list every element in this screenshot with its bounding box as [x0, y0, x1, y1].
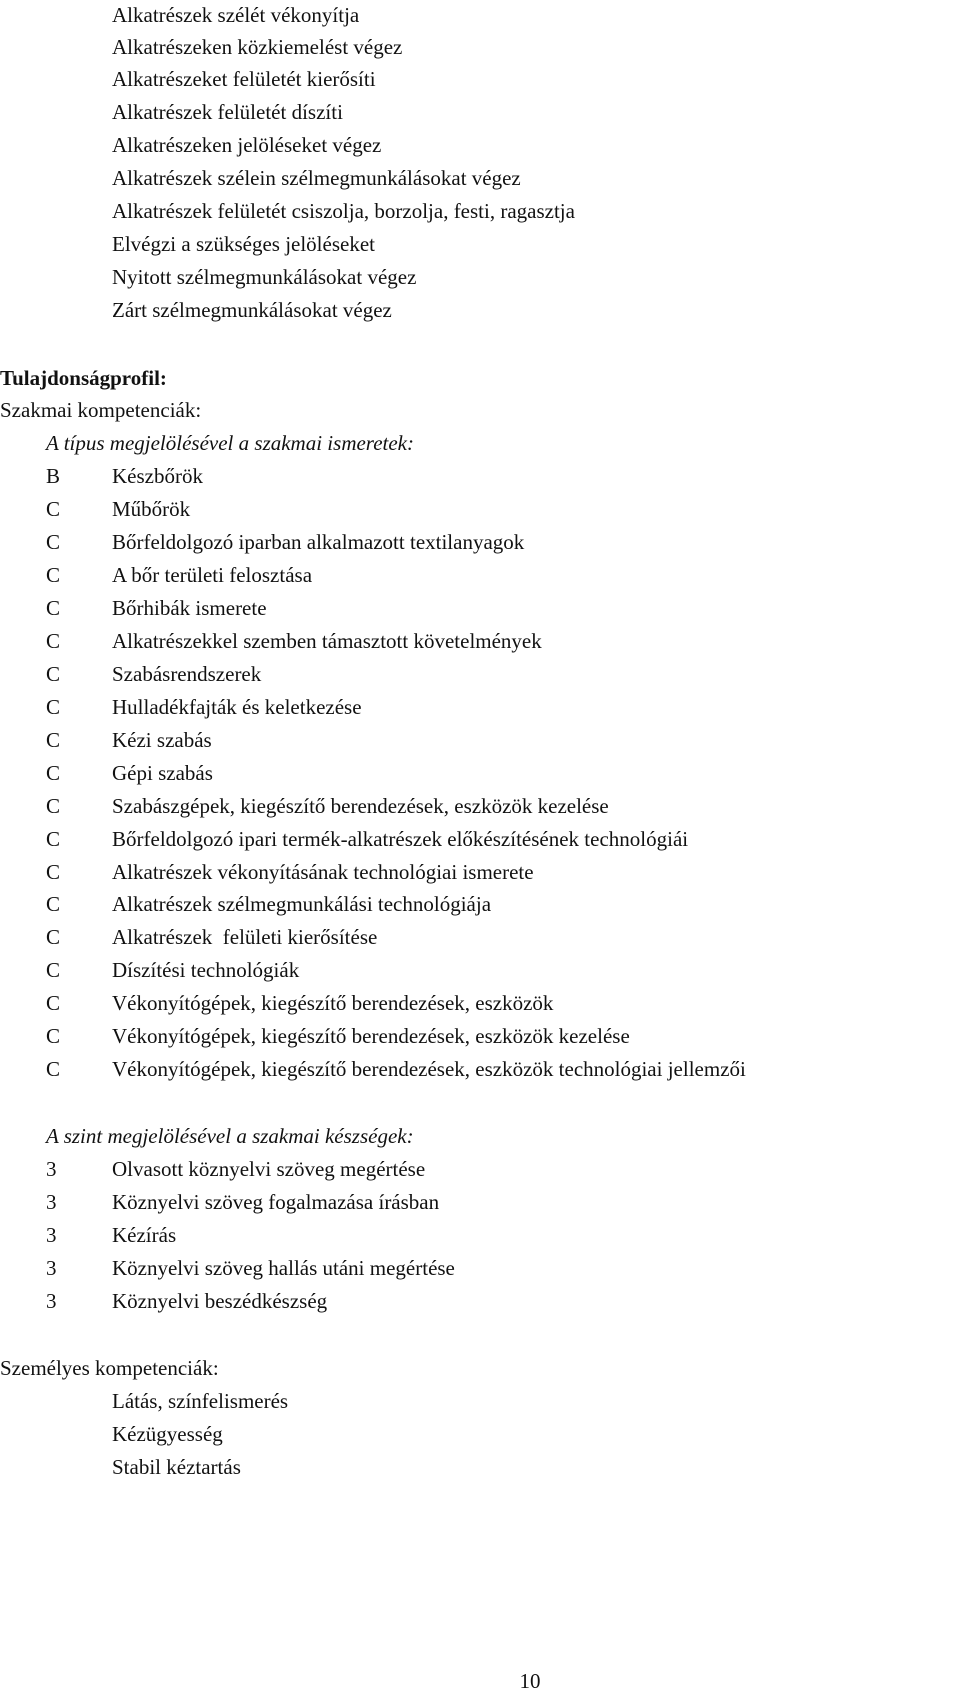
- knowledge-type-code: C: [46, 629, 61, 653]
- knowledge-type-code: C: [46, 925, 61, 949]
- knowledge-text: Szabásrendszerek: [112, 662, 262, 686]
- knowledge-type-code: C: [46, 695, 61, 719]
- knowledge-text: Bőrfeldolgozó iparban alkalmazott textilanyagok: [112, 530, 525, 554]
- skill-level-code: 3: [46, 1223, 57, 1247]
- activity-item: Alkatrészek szélét vékonyítja: [112, 3, 360, 27]
- knowledge-type-code: C: [46, 892, 61, 916]
- knowledge-type-code: C: [46, 860, 61, 884]
- knowledge-type-code: C: [46, 728, 61, 752]
- activity-item: Alkatrészek felületét csiszolja, borzolja, festi, ragasztja: [112, 199, 575, 223]
- knowledge-type-code: C: [46, 761, 61, 785]
- knowledge-type-code: C: [46, 794, 61, 818]
- knowledge-text: Bőrfeldolgozó ipari termék-alkatrészek előkészítésének technológiái: [112, 827, 689, 851]
- skills-heading: A szint megjelölésével a szakmai készségek:: [46, 1124, 414, 1148]
- knowledge-type-code: C: [46, 1057, 61, 1081]
- activity-item: Nyitott szélmegmunkálásokat végez: [112, 265, 417, 289]
- skill-level-code: 3: [46, 1289, 57, 1313]
- knowledge-type-code: C: [46, 958, 61, 982]
- knowledge-type-code: C: [46, 662, 61, 686]
- skill-level-code: 3: [46, 1157, 57, 1181]
- activity-item: Alkatrészek szélein szélmegmunkálásokat végez: [112, 166, 521, 190]
- knowledge-text: Kézi szabás: [112, 728, 212, 752]
- knowledge-text: Alkatrészek vékonyításának technológiai ismerete: [112, 860, 534, 884]
- personal-item: Stabil kéztartás: [112, 1455, 241, 1479]
- knowledge-text: Alkatrészek felületi kierősítése: [112, 925, 378, 949]
- activity-item: Alkatrészeken jelöléseket végez: [112, 133, 382, 157]
- activity-item: Zárt szélmegmunkálásokat végez: [112, 298, 392, 322]
- skill-text: Köznyelvi szöveg hallás utáni megértése: [112, 1256, 455, 1280]
- knowledge-type-code: C: [46, 497, 61, 521]
- knowledge-type-code: C: [46, 1024, 61, 1048]
- knowledge-text: Hulladékfajták és keletkezése: [112, 695, 362, 719]
- knowledge-type-code: C: [46, 827, 61, 851]
- page-number: 10: [519, 1669, 541, 1693]
- knowledge-text: Alkatrészekkel szemben támasztott követelmények: [112, 629, 542, 653]
- personal-item: Kézügyesség: [112, 1422, 223, 1446]
- knowledge-text: Műbőrök: [112, 497, 191, 521]
- knowledge-type-code: C: [46, 991, 61, 1015]
- knowledge-text: Készbőrök: [112, 464, 203, 488]
- knowledge-heading: A típus megjelölésével a szakmai ismeretek:: [46, 431, 414, 455]
- knowledge-text: A bőr területi felosztása: [112, 563, 313, 587]
- knowledge-type-code: C: [46, 563, 61, 587]
- knowledge-text: Bőrhibák ismerete: [112, 596, 267, 620]
- activity-item: Elvégzi a szükséges jelöléseket: [112, 232, 375, 256]
- knowledge-text: Szabászgépek, kiegészítő berendezések, eszközök kezelése: [112, 794, 609, 818]
- knowledge-text: Vékonyítógépek, kiegészítő berendezések, eszközök technológiai jellemzői: [112, 1057, 746, 1081]
- personal-competencies-heading: Személyes kompetenciák:: [0, 1356, 219, 1380]
- skill-text: Köznyelvi beszédkészség: [112, 1289, 328, 1313]
- activity-item: Alkatrészeken közkiemelést végez: [112, 35, 403, 59]
- knowledge-type-code: C: [46, 530, 61, 554]
- knowledge-text: Alkatrészek szélmegmunkálási technológiája: [112, 892, 492, 916]
- knowledge-type-code: B: [46, 464, 61, 488]
- activity-item: Alkatrészek felületét díszíti: [112, 100, 343, 124]
- skill-text: Olvasott köznyelvi szöveg megértése: [112, 1157, 426, 1181]
- skill-text: Köznyelvi szöveg fogalmazása írásban: [112, 1190, 440, 1214]
- skill-text: Kézírás: [112, 1223, 177, 1247]
- knowledge-type-code: C: [46, 596, 61, 620]
- skill-level-code: 3: [46, 1190, 57, 1214]
- knowledge-text: Vékonyítógépek, kiegészítő berendezések, eszközök: [112, 991, 554, 1015]
- knowledge-text: Gépi szabás: [112, 761, 213, 785]
- knowledge-text: Vékonyítógépek, kiegészítő berendezések, eszközök kezelése: [112, 1024, 630, 1048]
- professional-competencies-heading: Szakmai kompetenciák:: [0, 398, 202, 422]
- personal-item: Látás, színfelismerés: [112, 1389, 289, 1413]
- activity-item: Alkatrészeket felületét kierősíti: [112, 67, 376, 91]
- skill-level-code: 3: [46, 1256, 57, 1280]
- profile-heading: Tulajdonságprofil:: [0, 366, 167, 390]
- knowledge-text: Díszítési technológiák: [112, 958, 300, 982]
